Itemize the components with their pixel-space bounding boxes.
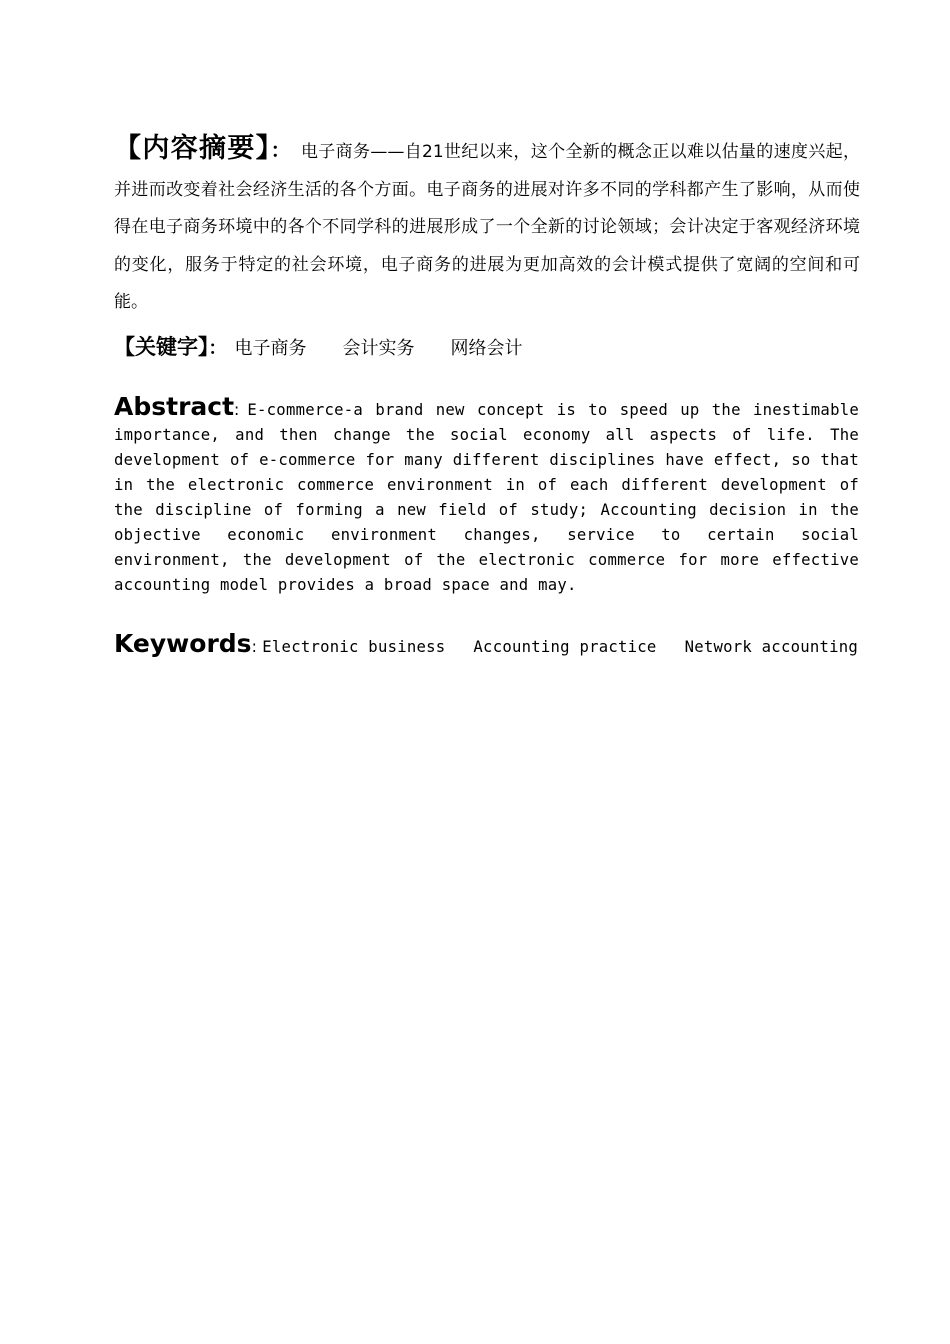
english-abstract-colon: : (234, 401, 248, 419)
chinese-keyword: 网络会计 (450, 338, 523, 359)
chinese-keyword: 会计实务 (342, 338, 415, 359)
chinese-abstract-label: 【内容摘要】 (114, 133, 271, 164)
english-keywords-colon: : (251, 638, 263, 656)
chinese-abstract-colon: ： (270, 138, 291, 162)
english-keyword: Network accounting (684, 638, 859, 656)
chinese-keywords (114, 332, 860, 364)
english-keywords-label: Keywords (114, 629, 252, 658)
english-abstract-label: Abstract (114, 392, 235, 421)
chinese-keywords-label: 【关键字】 (114, 335, 209, 359)
english-keywords (114, 628, 874, 663)
english-abstract-text: E-commerce-a brand new concept is to speed up the inestimable importance, and then change the social economy all aspects of life. The development of e-commerce for many different disciplines have effect, so that in the electronic commerce environment in of each different development of the discipline of forming a new field of study; Accounting decision in the objective economic environment changes, service to certain social environment, the development of the electronic commerce for more effective accounting model provides a broad space and may. (114, 401, 859, 594)
chinese-keywords-colon: ： (208, 338, 227, 359)
english-keyword: Electronic business (262, 638, 446, 656)
english-keyword: Accounting practice (473, 638, 657, 656)
chinese-abstract (114, 130, 860, 322)
chinese-keyword: 电子商务 (234, 338, 307, 359)
chinese-abstract-text: 电子商务——自21世纪以来，这个全新的概念正以难以估量的速度兴起，并进而改变着社会经济生活的各个方面。电子商务的进展对许多不同的学科都产生了影响，从而使得在电子商务环境中的各个不同学科的进展形成了一个全新的讨论领域；会计决定于客观经济环境的变化，服务于特定的社会环境，电子商务的进展为更加高效的会计模式提供了宽阔的空间和可能。 (114, 142, 861, 312)
english-abstract (114, 392, 859, 598)
